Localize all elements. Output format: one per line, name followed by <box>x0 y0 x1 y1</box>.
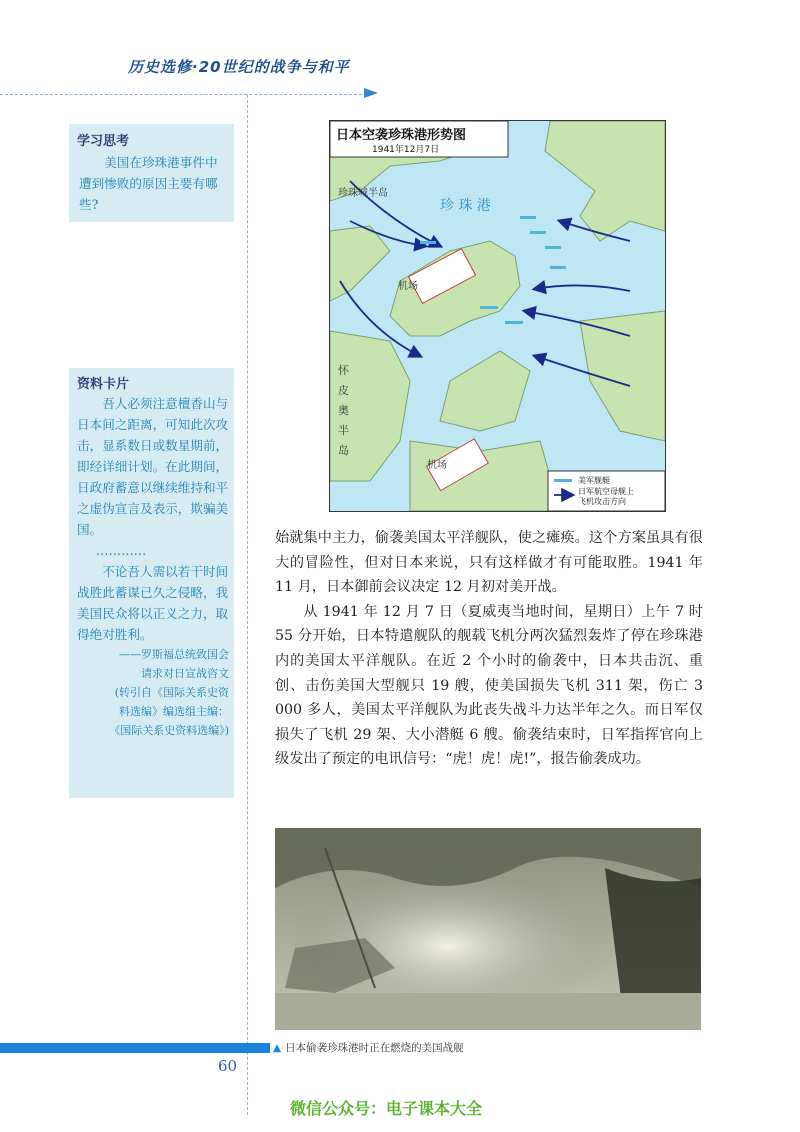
card-box-title: 资料卡片 <box>77 377 130 392</box>
map-label-airfield-2: 机场 <box>427 460 447 471</box>
map-label-char: 皮 <box>338 384 349 397</box>
card-source-line: ——罗斯福总统致国会 <box>119 648 229 661</box>
study-box-question: 美国在珍珠港事件中遭到惨败的原因主要有哪些? <box>79 155 218 212</box>
footer-watermark: 微信公众号：电子课本大全 <box>290 1099 483 1118</box>
burning-warship-photo <box>275 828 701 1030</box>
ship-marker <box>420 241 436 244</box>
pearl-harbor-map <box>329 120 666 512</box>
map-label-harbor: 珍 珠 港 <box>440 198 491 214</box>
map-date: 1941年12月7日 <box>372 145 440 155</box>
ship-marker <box>520 216 536 219</box>
card-source <box>77 645 229 740</box>
body-para-1: 始就集中主力，偷袭美国太平洋舰队，使之瘫痪。这个方案虽具有很大的冒险性，但对日本来说，只有这样做才有可能取胜。1941 年 11 月，日本御前会议决定 12 月初对美开战。 <box>275 530 703 596</box>
caption-text: 日本偷袭珍珠港时正在燃烧的美国战舰 <box>285 1042 464 1054</box>
card-para-1: 吾人必须注意檀香山与日本间之距离，可知此次攻击，显系数日或数星期前，即经详细计划。在此期间，日政府蓄意以继续维持和平之虚伪宣言及表示，欺骗美国。 <box>77 396 229 537</box>
ship-marker <box>530 231 546 234</box>
map-svg <box>330 121 665 511</box>
photo-water <box>275 993 701 1030</box>
ship-marker <box>545 246 561 249</box>
photo-caption <box>273 1040 464 1055</box>
page-header-title: 历史选修·20世纪的战争与和平 <box>128 58 350 76</box>
card-para-2: 不论吾人需以若干时间战胜此蓄谋已久之侵略，我美国民众将以正义之力，取得绝对胜利。 <box>77 564 229 642</box>
map-title: 日本空袭珍珠港形势图 <box>336 128 467 143</box>
study-box-title: 学习思考 <box>77 134 130 149</box>
legend-ships-label: 美军舰艇 <box>578 476 610 485</box>
legend-attack-line: 日军航空母舰上 <box>578 487 634 496</box>
page-number: 60 <box>218 1057 238 1075</box>
body-text <box>275 526 703 772</box>
caption-triangle-icon: ▲ <box>273 1042 282 1054</box>
map-label-char: 奥 <box>338 404 349 417</box>
legend-attack-label <box>578 487 634 507</box>
header-arrow-icon <box>364 88 378 98</box>
map-label-airfield-1: 机场 <box>398 281 418 292</box>
map-label-char: 半 <box>338 424 349 437</box>
card-source-line: 料选编》编选组主编： <box>119 705 229 718</box>
map-label-waipio <box>338 361 349 461</box>
body-para-2: 从 1941 年 12 月 7 日（夏威夷当地时间，星期日）上午 7 时 55 分开始，日本特遣舰队的舰载飞机分两次猛烈轰炸了停在珍珠港内的美国太平洋舰队。在近 2 个小时的偷袭中，日本共击沉、重创、击伤美国大型舰只 19 艘，使美国损失飞机 311 架，伤亡 3 000 多人，美国太平洋舰队为此丧失战斗力达半年之久。而日军仅损失了飞机 29 架、大小潜艇 6 艘。偷袭结束时，日军指挥官向上级发出了预定的电讯信号：“虎！虎！虎!”，报告偷袭成功。 <box>275 603 703 768</box>
card-ellipsis: ………… <box>95 543 147 558</box>
map-label-char: 怀 <box>338 364 349 377</box>
card-box-text <box>77 393 229 740</box>
study-box <box>69 124 234 222</box>
map-label-peninsula: 珍珠城半岛 <box>338 188 388 199</box>
legend-attack-line: 飞机攻击方向 <box>578 497 626 506</box>
card-source-line: 《国际关系史资料选编》) <box>109 724 229 737</box>
card-source-line: (转引自《国际关系史资 <box>114 686 229 699</box>
ship-marker <box>550 266 566 269</box>
study-box-text <box>79 152 229 215</box>
photo-svg <box>275 828 701 1030</box>
bottom-accent-bar <box>0 1043 270 1053</box>
ship-marker <box>505 321 523 324</box>
legend-ship-icon <box>554 479 572 482</box>
map-label-char: 岛 <box>338 444 349 457</box>
margin-divider <box>247 95 248 1115</box>
header-divider <box>0 94 372 95</box>
ship-marker <box>480 306 498 309</box>
card-source-line: 请求对日宣战咨文 <box>141 667 229 680</box>
card-box <box>69 368 234 798</box>
